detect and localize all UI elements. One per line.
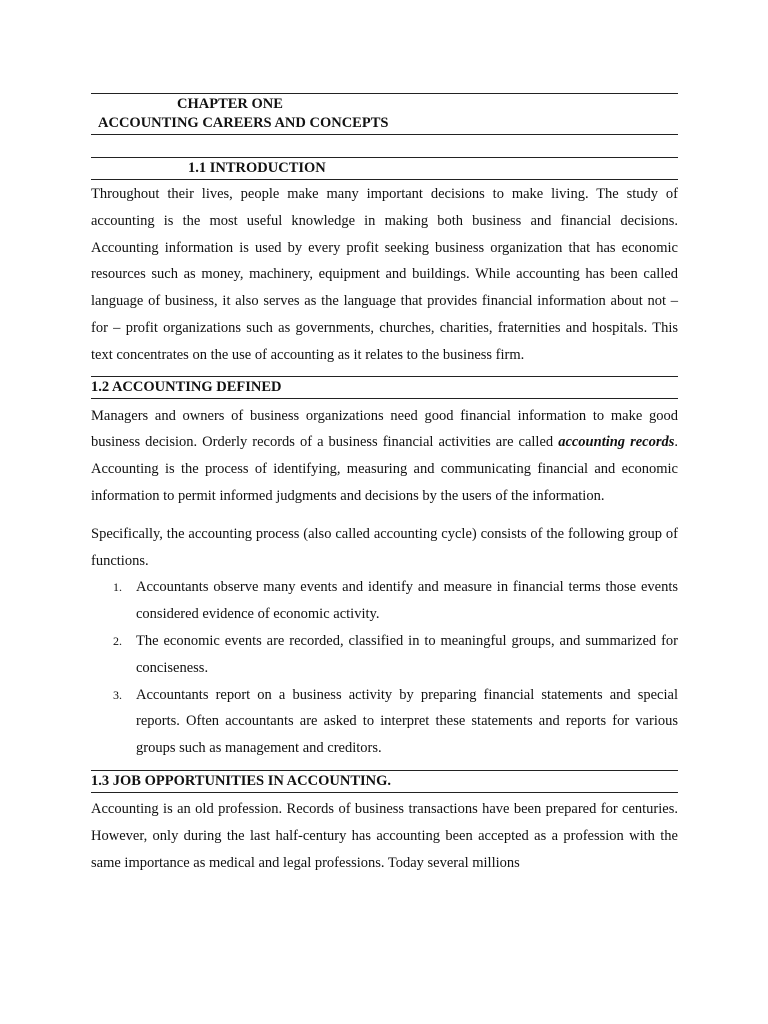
defined-paragraph-2: Specifically, the accounting process (also called accounting cycle) consists of the following group of functions. bbox=[91, 525, 678, 569]
chapter-heading bbox=[91, 94, 678, 133]
intro-bottom-rule bbox=[91, 179, 678, 180]
list-item-number: 2. bbox=[113, 633, 122, 648]
list-item-text: Accountants observe many events and identify and measure in financial terms those events considered evidence of economic activity. bbox=[136, 579, 678, 623]
chapter-title: ACCOUNTING CAREERS AND CONCEPTS bbox=[98, 115, 389, 131]
defined-paragraph-1 bbox=[91, 403, 678, 510]
list-item-text: The economic events are recorded, classified in to meaningful groups, and summarized for conciseness. bbox=[136, 632, 678, 676]
document-page bbox=[91, 93, 678, 876]
defined-text-before: Managers and owners of business organizations need good financial information to make good business decision. Orderly records of a business financial activities are called bbox=[91, 407, 678, 451]
introduction-paragraph: Throughout their lives, people make many important decisions to make living. The study of accounting is the most useful knowledge in making both business and financial decisions. Accounting information is used by every profit seeking business organization that has economic resources such as money, machinery, equipment and buildings. While accounting has been called language of business, it also serves as the language that provides financial information about not – for – profit organizations such as governments, churches, charities, fraternities and hospitals. This text concentrates on the use of accounting as it relates to the business firm. bbox=[91, 186, 678, 363]
section-heading-jobs: 1.3 JOB OPPORTUNITIES IN ACCOUNTING. bbox=[91, 772, 392, 789]
section-heading-introduction: 1.1 INTRODUCTION bbox=[188, 160, 326, 176]
defined-bottom-rule bbox=[91, 398, 678, 399]
list-item bbox=[91, 682, 678, 762]
list-item-number: 3. bbox=[113, 687, 122, 702]
jobs-paragraph: Accounting is an old profession. Records of business transactions have been prepared for centuries. However, only during the last half-century has accounting been accepted as a profession with the same importance as medical and legal professions. Today several millions bbox=[91, 800, 678, 871]
chapter-number: CHAPTER ONE bbox=[177, 96, 283, 112]
section-heading-defined: 1.2 ACCOUNTING DEFINED bbox=[91, 378, 282, 395]
list-item bbox=[91, 574, 678, 628]
accounting-functions-list bbox=[91, 574, 678, 762]
term-accounting-records: accounting records bbox=[558, 434, 675, 451]
list-item-number: 1. bbox=[113, 580, 122, 595]
jobs-bottom-rule bbox=[91, 792, 678, 793]
list-item-text: Accountants report on a business activity by preparing financial statements and special reports. Often accountants are asked to interpret these statements and reports for various groups such as management and creditors. bbox=[136, 686, 678, 757]
list-item bbox=[91, 628, 678, 682]
chapter-bottom-rule bbox=[91, 134, 678, 135]
defined-text-after: . Accounting is the process of identifying, measuring and communicating financial and economic information to permit informed judgments and decisions by the users of the information. bbox=[91, 434, 679, 504]
